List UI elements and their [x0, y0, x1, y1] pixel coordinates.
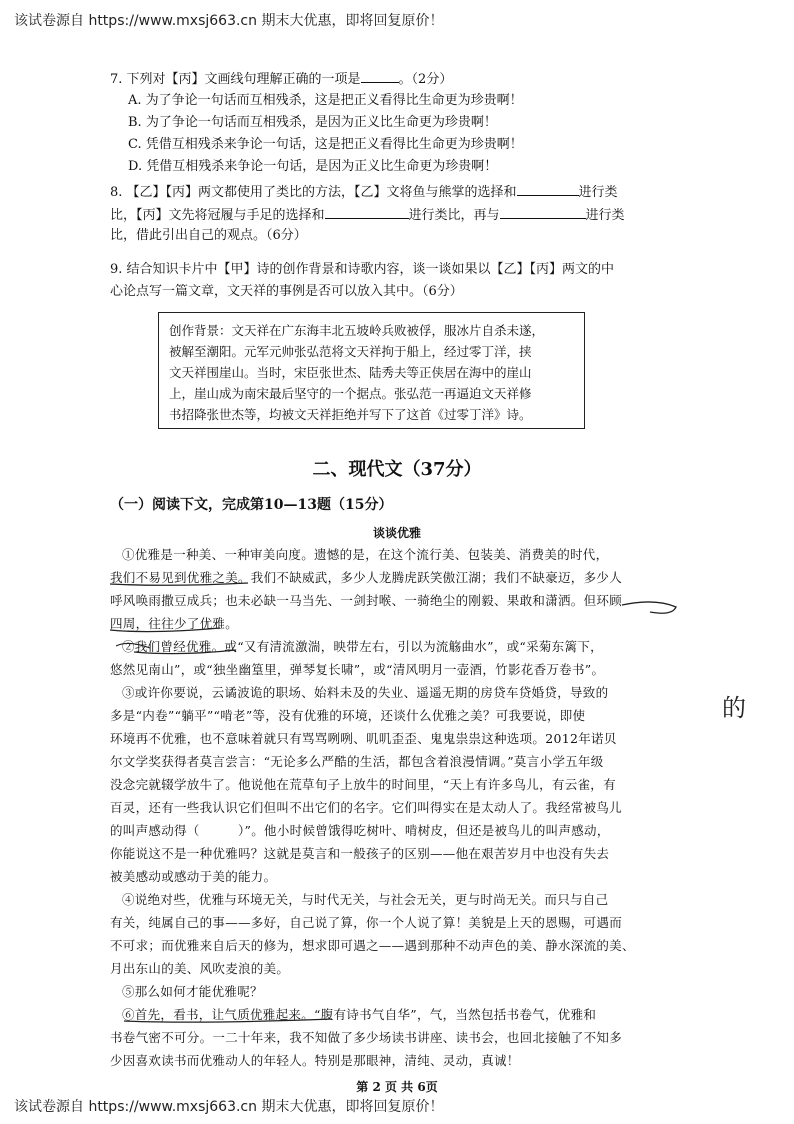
article-line: 少因喜欢读书而优雅动人的年轻人。特别是那眼神，清纯、灵动，真诚！ [110, 1053, 520, 1068]
article-line: ④说绝对些，优雅与环境无关，与时代无关，与社会无关，更与时尚无关。而只与自己 [122, 892, 609, 907]
option-b: B. 为了争论一句话而互相残杀，是因为正义比生命更为珍贵啊！ [128, 115, 497, 130]
article-line: 百灵，还有一些我认识它们但叫不出它们的名字。它们叫得实在是太动人了。我经常被鸟儿 [110, 800, 623, 815]
article-line: 尔文学奖获得者莫言尝言：“无论多么严酷的生活，都包含着浪漫情调。”莫言小学五年级 [110, 754, 604, 769]
article-line: 环境再不优雅，也不意味着就只有骂骂咧咧、叽叽歪歪、鬼鬼祟祟这种选项。2012年诺贝 [110, 731, 617, 746]
article-title: 谈谈优雅 [372, 526, 421, 540]
margin-handwriting: 的 [722, 694, 746, 722]
question-8-text: 进行类 [585, 208, 625, 223]
question-8-text: 8. 【乙】【丙】两文都使用了类比的方法，【乙】文将鱼与熊掌的选择和 [110, 185, 517, 200]
article-line: 多是“内卷”“躺平”“啃老”等，没有优雅的环境，还谈什么优雅之美？可我要说，即使 [110, 708, 586, 723]
question-8-text: 比，【丙】文先将冠履与手足的选择和 [110, 208, 325, 223]
article-line: 悠然见南山”，或“独坐幽篁里，弹琴复长啸”，或“清风明月一壶酒，竹影花香万卷书”。 [110, 662, 605, 677]
article-line: 的叫声感动得（ ）”。他小时候曾饿得吃树叶、啃树皮，但还是被鸟儿的叫声感动， [110, 823, 610, 838]
article-line: ①优雅是一种美、一种审美向度。遗憾的是，在这个流行美、包装美、消费美的时代， [122, 547, 609, 562]
card-line: 创作背景：文天祥在广东海丰北五坡岭兵败被俘，服冰片自杀未遂， [169, 323, 545, 338]
article-line: 没念完就辍学放牛了。他说他在荒草旬子上放牛的时间里，“天上有许多鸟儿，有云雀，有 [110, 777, 616, 792]
option-a: A. 为了争论一句话而互相残杀，这是把正义看得比生命更为珍贵啊！ [128, 93, 523, 108]
article-line: ②我们曾经优雅。或“又有清流激湍，映带左右，引以为流觞曲水”，或“采菊东篱下， [122, 639, 603, 654]
question-7-stem: 7. 下列对【丙】文画线句理解正确的一项是 [110, 72, 361, 87]
article-line: ⑤那么如何才能优雅呢？ [122, 984, 263, 999]
question-9-line-1: 9. 结合知识卡片中【甲】诗的创作背景和诗歌内容，谈一谈如果以【乙】【丙】两文的中 [110, 262, 615, 277]
article-line: 书卷气密不可分。一二十年来，我不知做了多少场读书讲座、读书会，也回北接触了不知多 [110, 1030, 623, 1045]
option-c: C. 凭借互相残杀来争论一句话，这是把正义看得比生命更为珍贵啊！ [128, 137, 523, 152]
article-line: 月出东山的美、风吹麦浪的美。 [110, 961, 290, 976]
question-8-line-3: 比，借此引出自己的观点。（6分） [110, 228, 307, 243]
option-d: D. 凭借互相残杀来争论一句话，是因为正义比生命更为珍贵啊！ [128, 159, 498, 174]
question-8-text-end: 进行类 [578, 185, 618, 200]
question-7-score: 。（2分） [398, 72, 453, 87]
article-line: 我们不易见到优雅之美。我们不缺威武，多少人龙腾虎跃笑傲江湖；我们不缺豪迈，多少人 [110, 570, 623, 585]
section-title: 二、现代文（37分） [312, 459, 482, 480]
card-line: 文天祥围崖山。当时，宋臣张世杰、陆秀夫等正侠居在海中的崖山 [169, 365, 532, 380]
promo-banner-top: 该试卷源自 https://www.mxsj663.cn 期末大优惠，即将回复原价！ [14, 13, 444, 29]
article-line: ⑥首先，看书，让气质优雅起来。“腹有诗书气自华”，气，当然包括书卷气，优雅和 [122, 1007, 597, 1022]
card-line: 被解至潮阳。元军元帅张弘范将文天祥拘于船上，经过零丁洋，挟 [169, 344, 532, 359]
article-line: 被美感动或感动于美的能力。 [110, 869, 277, 884]
article-line: 呼风唤雨撒豆成兵；也未必缺一马当先、一剑封喉、一骑绝尘的刚毅、果敢和潇洒。但环顾 [110, 593, 623, 608]
question-8-text: 进行类比，再与 [408, 208, 500, 223]
article-line: 四周，往往少了优雅。 [110, 616, 239, 631]
article-line: 不可求；而优雅来自后天的修为，想求即可遇之——遇到那种不动声色的美、静水深流的美、 [110, 938, 635, 953]
article-line: ③或许你要说，云谲波诡的职场、始料未及的失业、遥遥无期的房贷车贷婚贷，导致的 [122, 685, 609, 700]
card-line: 书招降张世杰等，均被文天祥拒绝并写下了这首《过零丁洋》诗。 [169, 407, 532, 422]
question-9-line-2: 心论点写一篇文章，文天祥的事例是否可以放入其中。（6分） [110, 284, 463, 299]
page-number: 第 2 页 共 6页 [356, 1080, 438, 1094]
card-line: 上，崖山成为南宋最后坚守的一个据点。张弘范一再逼迫文天祥修 [169, 386, 532, 401]
article-line: 你能说这不是一种优雅吗？这就是莫言和一般孩子的区别——他在艰苦岁月中也没有失去 [110, 846, 610, 861]
promo-banner-bottom: 该试卷源自 https://www.mxsj663.cn 期末大优惠，即将回复原价！ [14, 1099, 444, 1115]
reading-subtitle: （一）阅读下文，完成第10—13题（15分） [110, 497, 393, 513]
article-line: 有关，纯属自己的事——多好，自己说了算，你一个人说了算！美貌是上天的恩赐，可遇而 [110, 915, 623, 930]
